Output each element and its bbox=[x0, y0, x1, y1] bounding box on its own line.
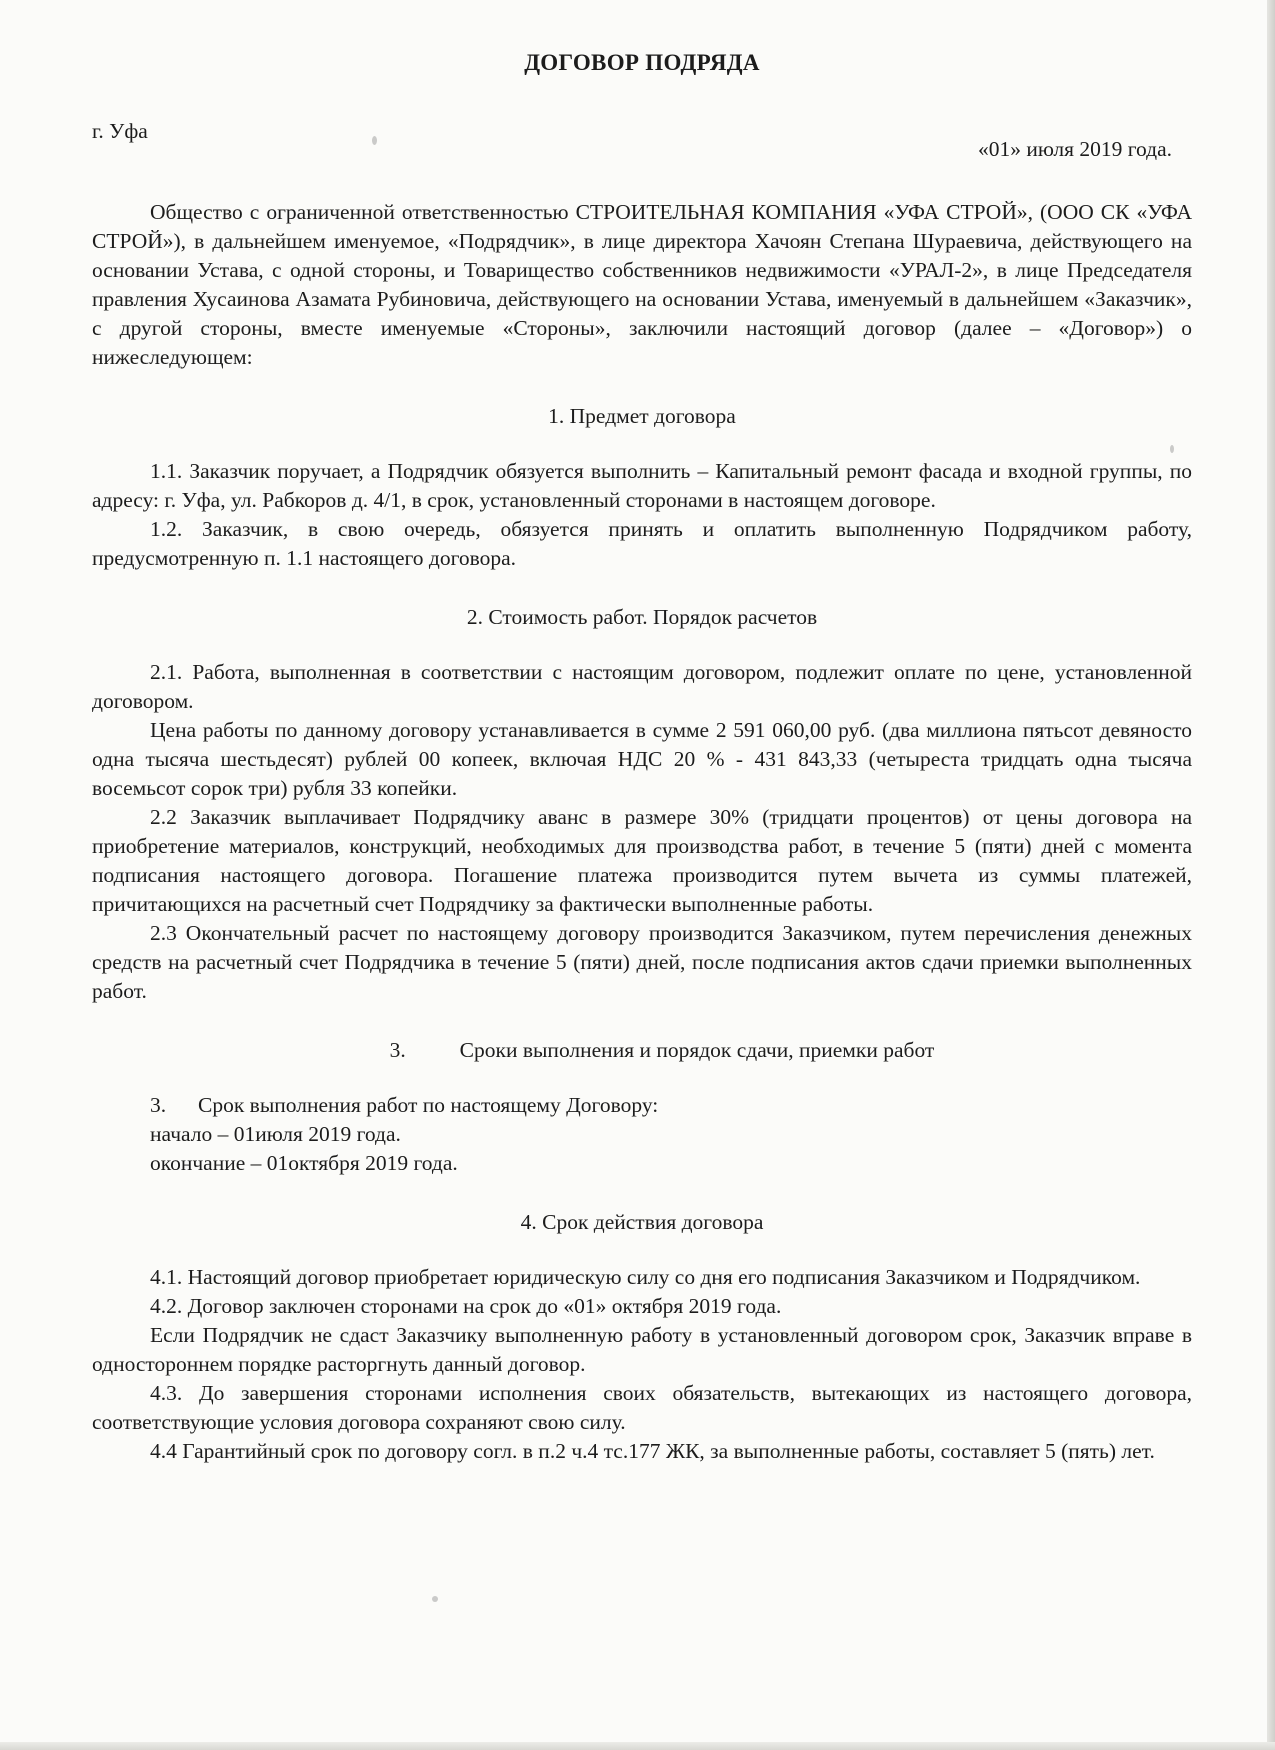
city: г. Уфа bbox=[92, 119, 148, 143]
scan-speck bbox=[432, 1596, 438, 1602]
clause-2-1-price: Цена работы по данному договору устанавливается в сумме 2 591 060,00 руб. (два миллиона пятьсот девяносто одна тысяча шестьдесят) рублей 00 копеек, включая НДС 20 % - 431 843,33 (четыреста тридцать одна тысяча восемьсот сорок три) рубля 33 копейки. bbox=[92, 718, 1192, 800]
clause-3-number: 3. bbox=[150, 1093, 167, 1117]
contract-date: «01» июля 2019 года. bbox=[977, 137, 1172, 161]
clause-4-2-termination: Если Подрядчик не сдаст Заказчику выполненную работу в установленный договором срок, Заказчик вправе в одностороннем порядке расторгнуть данный договор. bbox=[92, 1323, 1192, 1376]
scan-edge-bottom bbox=[0, 1742, 1275, 1750]
clause-4-4: 4.4 Гарантийный срок по договору согл. в п.2 ч.4 тс.177 ЖК, за выполненные работы, составляет 5 (пять) лет. bbox=[150, 1439, 1155, 1463]
clause-2-2: 2.2 Заказчик выплачивает Подрядчику аванс в размере 30% (тридцати процентов) от цены договора на приобретение материалов, конструкций, необходимых для производства работ, в течение 5 (пяти) дней с момента подписания настоящего договора. Погашение платежа производится путем вычета из суммы платежей, причитающихся на расчетный счет Подрядчику за фактически выполненные работы. bbox=[92, 805, 1192, 916]
clause-3 bbox=[92, 1091, 1192, 1120]
section-3-number: 3. bbox=[389, 1038, 406, 1062]
document-body bbox=[92, 48, 1192, 1466]
preamble: Общество с ограниченной ответственностью СТРОИТЕЛЬНАЯ КОМПАНИЯ «УФА СТРОЙ», (ООО СК «УФА СТРОЙ»), в дальнейшем именуемое, «Подрядчик», в лице директора Хачоян Степана Шураевича, действующего на основании Устава, с одной стороны, и Товарищество собственников недвижимости «УРАЛ-2», в лице Председателя правления Хусаинова Азамата Рубиновича, действующего на основании Устава, именуемый в дальнейшем «Заказчик», с другой стороны, вместе именуемые «Стороны», заключили настоящий договор (далее – «Договор») о нижеследующем: bbox=[92, 200, 1192, 369]
document-title: ДОГОВОР ПОДРЯДА bbox=[524, 50, 760, 75]
clause-2-3: 2.3 Окончательный расчет по настоящему договору производится Заказчиком, путем перечисления денежных средств на расчетный счет Подрядчика в течение 5 (пяти) дней, после подписания актов сдачи приемки выполненных работ. bbox=[92, 921, 1192, 1003]
clause-4-1: 4.1. Настоящий договор приобретает юридическую силу со дня его подписания Заказчиком и Подрядчиком. bbox=[150, 1265, 1141, 1289]
clause-3-text: Срок выполнения работ по настоящему Договору: bbox=[198, 1093, 659, 1117]
work-start-date: начало – 01июля 2019 года. bbox=[150, 1122, 401, 1146]
scan-edge-right bbox=[1267, 0, 1275, 1750]
clause-4-3: 4.3. До завершения сторонами исполнения своих обязательств, вытекающих из настоящего договора, соответствующие условия договора сохраняют свою силу. bbox=[92, 1381, 1192, 1434]
place-date-line bbox=[92, 117, 1192, 164]
section-1-title: 1. Предмет договора bbox=[548, 404, 736, 428]
section-3-title bbox=[92, 1036, 1192, 1065]
clause-1-1: 1.1. Заказчик поручает, а Подрядчик обязуется выполнить – Капитальный ремонт фасада и входной группы, по адресу: г. Уфа, ул. Рабкоров д. 4/1, в срок, установленный сторонами в настоящем договоре. bbox=[92, 459, 1192, 512]
clause-1-2: 1.2. Заказчик, в свою очередь, обязуется принять и оплатить выполненную Подрядчиком работу, предусмотренную п. 1.1 настоящего договора. bbox=[92, 517, 1192, 570]
work-end-date: окончание – 01октября 2019 года. bbox=[150, 1151, 458, 1175]
clause-4-2: 4.2. Договор заключен сторонами на срок до «01» октября 2019 года. bbox=[150, 1294, 782, 1318]
section-2-title: 2. Стоимость работ. Порядок расчетов bbox=[466, 605, 818, 629]
section-3-title-text: Сроки выполнения и порядок сдачи, приемки работ bbox=[459, 1038, 935, 1062]
section-4-title: 4. Срок действия договора bbox=[520, 1210, 764, 1234]
clause-2-1: 2.1. Работа, выполненная в соответствии с настоящим договором, подлежит оплате по цене, установленной договором. bbox=[92, 660, 1192, 713]
